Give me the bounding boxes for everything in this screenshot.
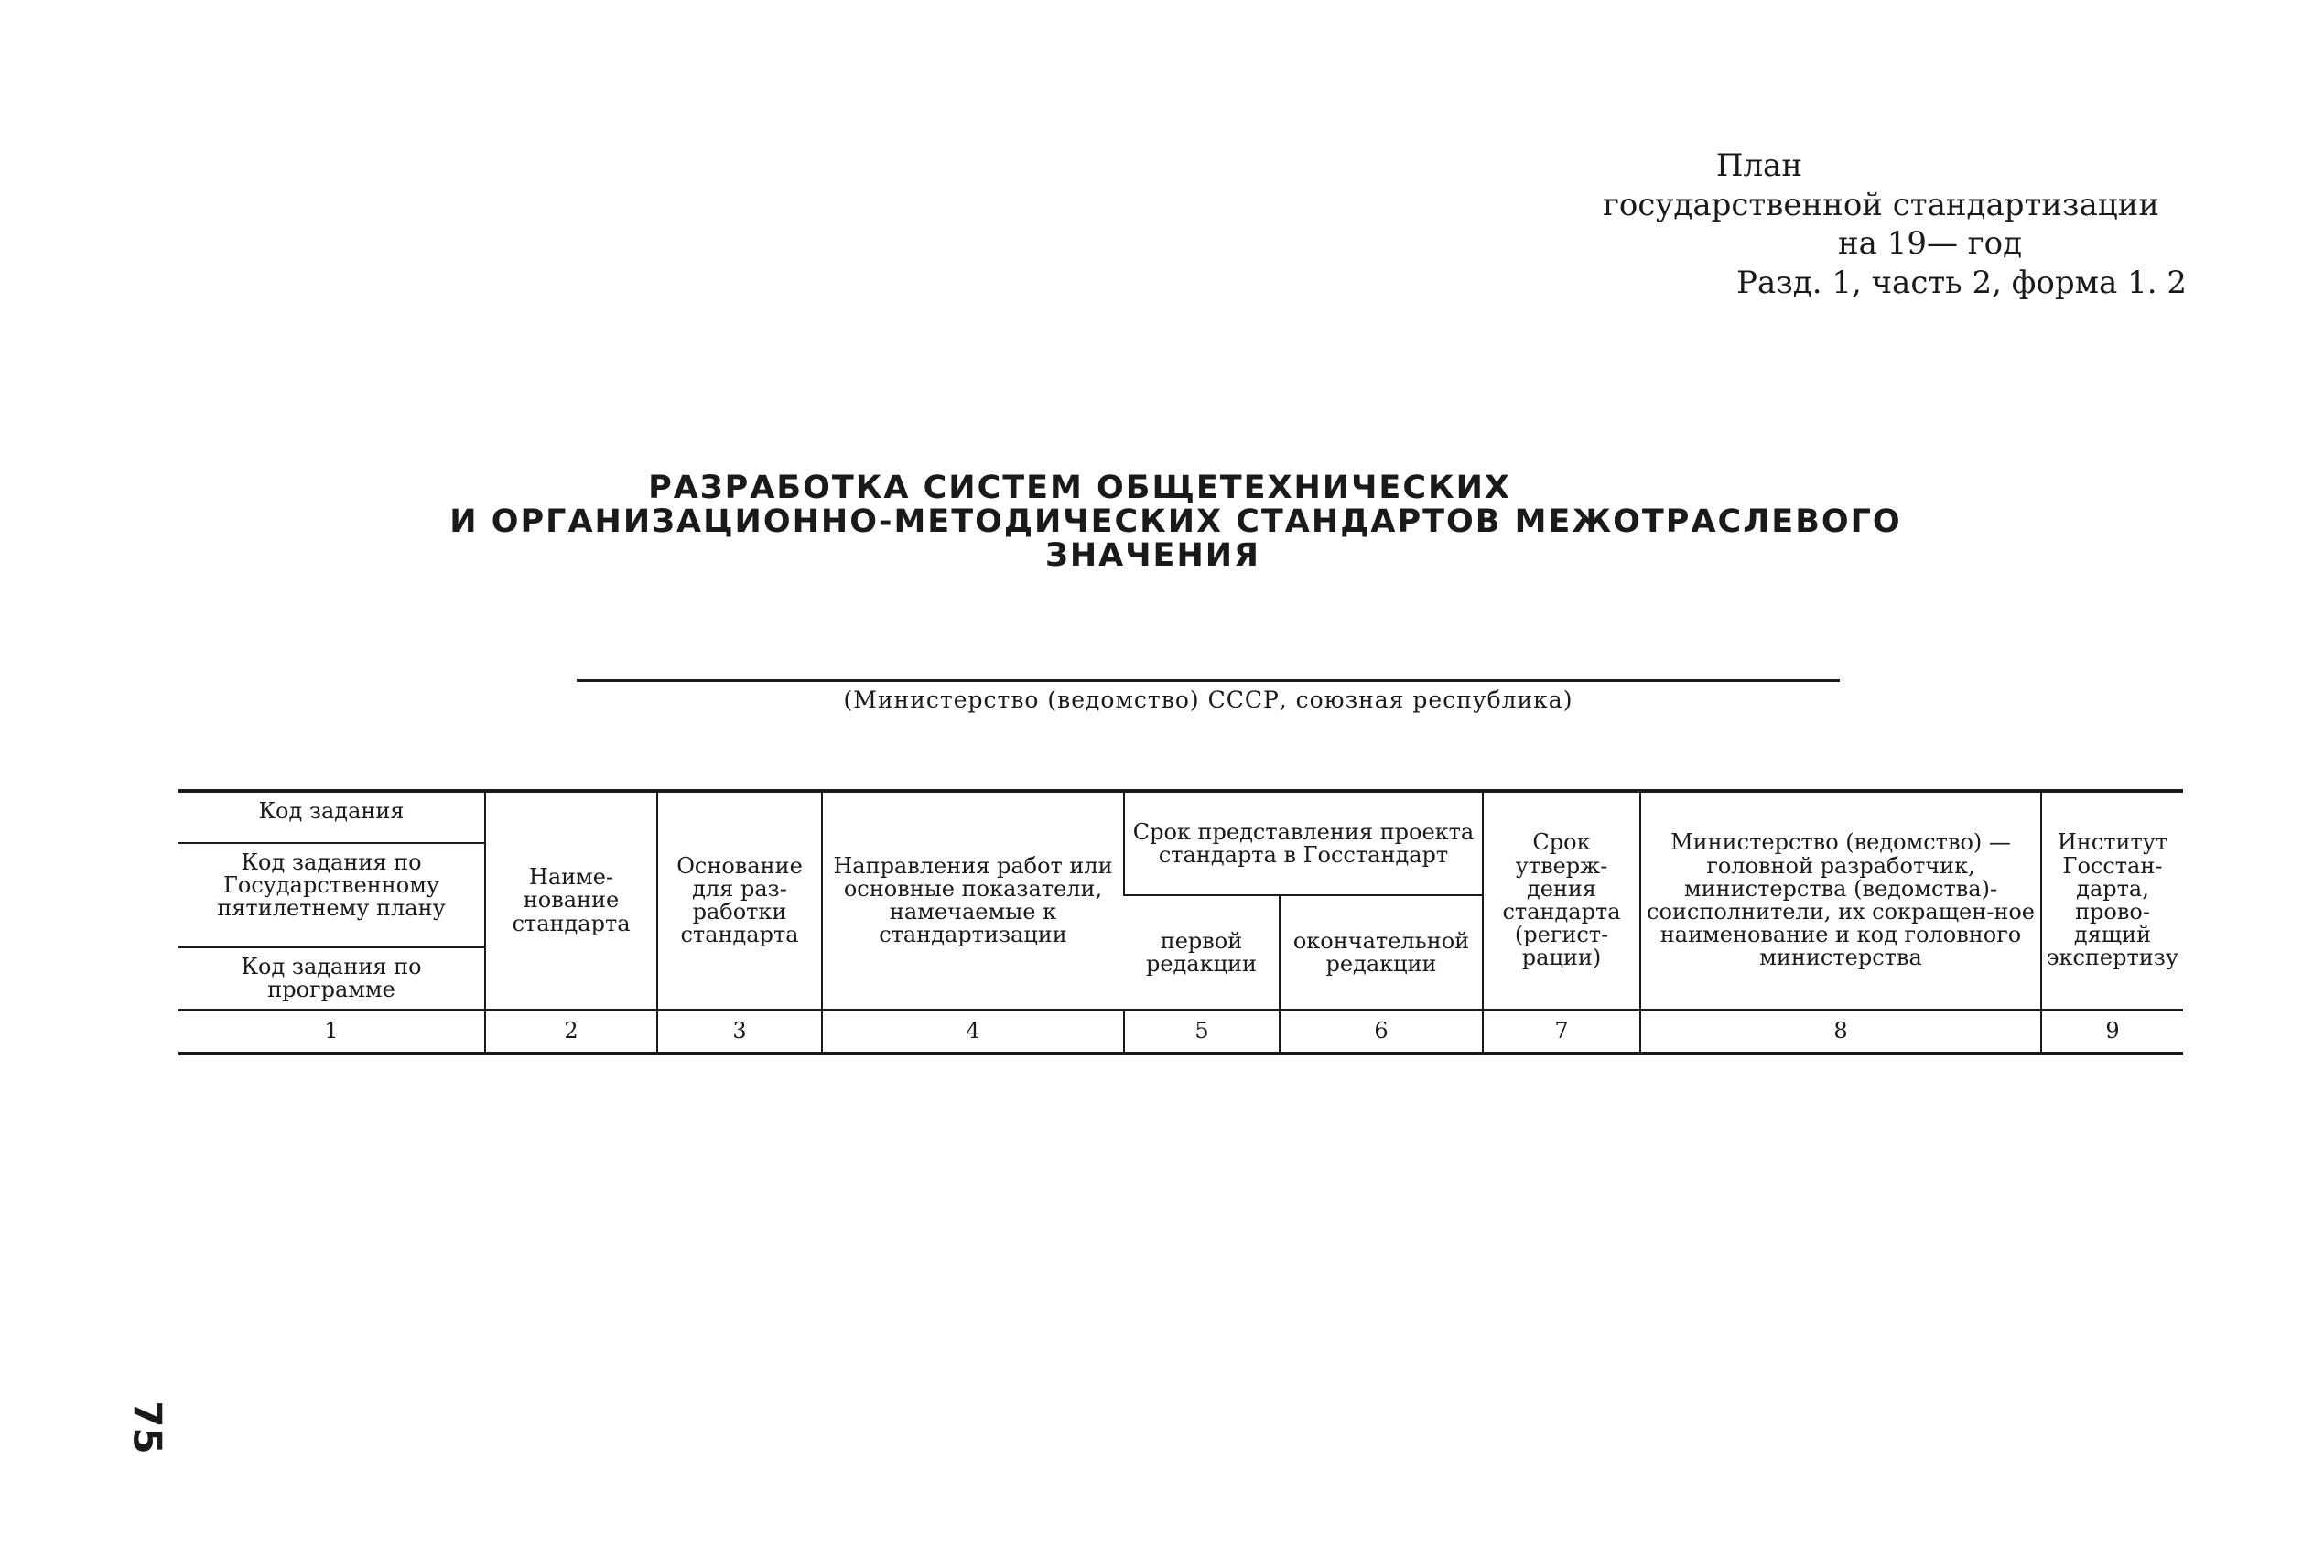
header-five-year-plan-code: Код задания по Государственному пятилетнему плану (178, 844, 484, 948)
header-institute: Институт Госстан-дарта, прово-дящий экспертизу (2041, 791, 2183, 1011)
column-number: 3 (657, 1011, 822, 1054)
header-approval-deadline: Срок утверж-дения стандарта (регист-рации) (1483, 791, 1640, 1011)
column-number: 2 (485, 1011, 657, 1054)
column-code (178, 791, 485, 1011)
page-number: 75 (124, 1400, 170, 1454)
plan-year: на 19— год (1837, 225, 2022, 262)
column-number: 1 (178, 1011, 485, 1054)
header-standard-name: Наиме-нование стандарта (485, 791, 657, 1011)
header-program-code: Код задания по программе (241, 954, 422, 1003)
plan-header (1363, 146, 2187, 302)
column-number: 5 (1124, 1011, 1280, 1054)
column-numbers-row (178, 1011, 2183, 1054)
standards-form-table (178, 789, 2183, 1055)
header-final-edition: окончательной редакции (1280, 895, 1483, 1010)
header-task-code: Код задания (178, 793, 484, 844)
header-ministry: Министерство (ведомство) — головной разработчик, министерства (ведомства)-соисполнители, их сокращен-ное наименование и код головного министерства (1640, 791, 2041, 1011)
column-number: 8 (1640, 1011, 2041, 1054)
ministry-caption: (Министерство (ведомство) СССР, союзная республика) (843, 687, 1573, 713)
title-line-1: РАЗРАБОТКА СИСТЕМ ОБЩЕТЕХНИЧЕСКИХ (648, 470, 1511, 506)
header-submission-deadline: Срок представления проекта стандарта в Госстандарт (1124, 791, 1483, 895)
document-title (0, 471, 2324, 573)
plan-section: Разд. 1, часть 2, форма 1. 2 (1736, 264, 2187, 301)
column-number: 6 (1280, 1011, 1483, 1054)
header-directions: Направления работ или основные показатели, намечаемые к стандартизации (822, 791, 1124, 1011)
column-number: 4 (822, 1011, 1124, 1054)
ministry-fill-line (577, 679, 1840, 682)
plan-title: План (1715, 147, 1802, 184)
plan-subtitle: государственной стандартизации (1603, 186, 2159, 223)
title-line-2: И ОРГАНИЗАЦИОННО-МЕТОДИЧЕСКИХ СТАНДАРТОВ МЕЖОТРАСЛЕВОГО (449, 503, 1902, 541)
column-number: 9 (2041, 1011, 2183, 1054)
header-first-edition: первой редакции (1145, 927, 1258, 977)
header-basis: Основание для раз-работки стандарта (657, 791, 822, 1011)
column-number: 7 (1483, 1011, 1640, 1054)
title-line-3: ЗНАЧЕНИЯ (1045, 537, 1260, 575)
